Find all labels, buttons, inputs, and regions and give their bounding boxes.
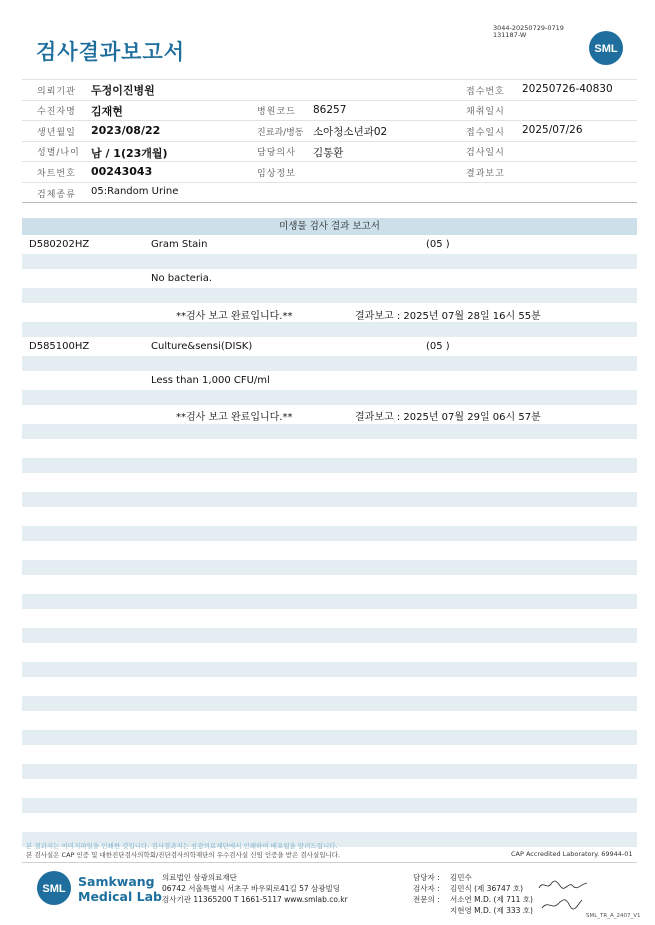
result-row-stripe [22,322,637,337]
test-specimen-code: (05 ) [426,341,450,352]
result-row-stripe [22,696,637,711]
form-code: SML_TR_A_2407_V1 [586,913,641,919]
doctor-value: 김통환 [313,147,344,159]
test-name: Culture&sensi(DISK) [151,341,253,352]
sml-logo-text: SML [594,43,618,55]
test-specimen-code: (05 ) [426,239,450,250]
test-complete-message: **검사 보고 완료입니다.** [176,311,293,322]
dept-value: 소아청소년과02 [313,126,388,138]
result-row-stripe [22,730,637,745]
test-name: Gram Stain [151,239,208,250]
hosp-code-value: 86257 [313,104,347,116]
test-report-time: 결과보고 : 2025년 07월 29일 06시 57분 [355,412,541,423]
document-id [493,25,564,39]
specialist-label: 전문의 : [413,895,440,904]
sex-age-value: 남 / 1(23개월) [91,147,168,160]
document-id-line2: 131187-W [493,31,527,39]
result-row-stripe [22,458,637,473]
result-row-stripe [22,594,637,609]
result-row-stripe [22,492,637,507]
staff-label: 담당자 : [413,873,440,882]
results-section-title: 미생물 검사 결과 보고서 [22,218,637,235]
tester-value: 김민식 (제 36747 호) [450,884,524,893]
hospital-label: 의뢰기관 [37,87,76,97]
name-value: 김재현 [91,105,123,118]
result-row-stripe [22,424,637,439]
sex-age-label: 성별/나이 [37,148,80,158]
test-result: No bacteria. [151,273,213,284]
staff-value: 김민수 [450,873,472,882]
hospital-value: 두정이진병원 [91,84,155,97]
org-address: 06742 서울특별시 서초구 바우뫼로41길 57 삼광빌딩 [162,884,341,893]
receipt-date-label: 접수일시 [466,128,505,138]
test-code: D585100HZ [29,341,90,352]
result-row-stripe [22,390,637,405]
cap-accreditation: CAP Accredited Laboratory. 69944-01 [511,850,633,858]
sml-logo-icon [588,30,624,66]
doctor-label: 담당의사 [257,148,296,158]
tester-signature-icon [537,878,589,892]
test-result: Less than 1,000 CFU/ml [151,375,270,386]
print-notice: 본 결과지는 이미지파일을 인쇄한 것입니다. 검사결과지는 삼광의료재단에서 인쇄하여 배포됨을 알려드립니다. [26,842,338,850]
dept-label: 진료과/병동 [257,128,304,138]
receipt-no-value: 20250726-40830 [522,83,613,95]
result-row-stripe [22,356,637,371]
result-row-stripe [22,764,637,779]
hosp-code-label: 병원코드 [257,107,296,117]
result-row-stripe [22,560,637,575]
report-label: 결과보고 [466,169,505,179]
result-row-stripe [22,662,637,677]
clinical-label: 임상정보 [257,169,296,179]
accreditation-notice: 본 검사실은 CAP 인증 및 대한진단검사의학회/진단검사의학재단의 우수검사실 신임 인증을 받은 검사실입니다. [26,851,341,859]
chart-no-label: 차트번호 [37,169,76,179]
tester-label: 검사자 : [413,884,440,893]
result-row-stripe [22,628,637,643]
result-row-stripe [22,526,637,541]
specialist2-value: 지현영 M.D. (제 333 호) [450,906,533,915]
samkwang-logo-text: SML [42,883,66,895]
name-label: 수진자명 [37,107,76,117]
specimen-value: 05:Random Urine [91,186,179,197]
samkwang-logo-icon [36,870,72,906]
report-title: 검사결과보고서 [36,40,186,64]
specimen-label: 검체종류 [37,190,76,200]
org-name: 의료법인 삼광의료재단 [162,873,237,882]
chart-no-value: 00243043 [91,165,153,178]
org-contact: 검사기관 11365200 T 1661-5117 www.smlab.co.kr [162,895,348,904]
test-code: D580202HZ [29,239,90,250]
receipt-date-value: 2025/07/26 [522,124,583,136]
brand-name-line1: Samkwang [78,874,155,889]
document-id-line1: 3044-20250729-0719 [493,24,564,32]
result-row-stripe [22,798,637,813]
receipt-no-label: 접수번호 [466,87,505,97]
specialist1-value: 서소연 M.D. (제 711 호) [450,895,533,904]
test-report-time: 결과보고 : 2025년 07월 28일 16시 55분 [355,311,541,322]
result-row-stripe [22,254,637,269]
dob-label: 생년월일 [37,128,76,138]
test-complete-message: **검사 보고 완료입니다.** [176,412,293,423]
dob-value: 2023/08/22 [91,124,161,137]
collect-date-label: 채취일시 [466,107,505,117]
test-date-label: 검사일시 [466,148,505,158]
brand-name-line2: Medical Lab [78,889,162,904]
result-row-stripe [22,288,637,303]
specialist-signature-icon [540,896,584,912]
